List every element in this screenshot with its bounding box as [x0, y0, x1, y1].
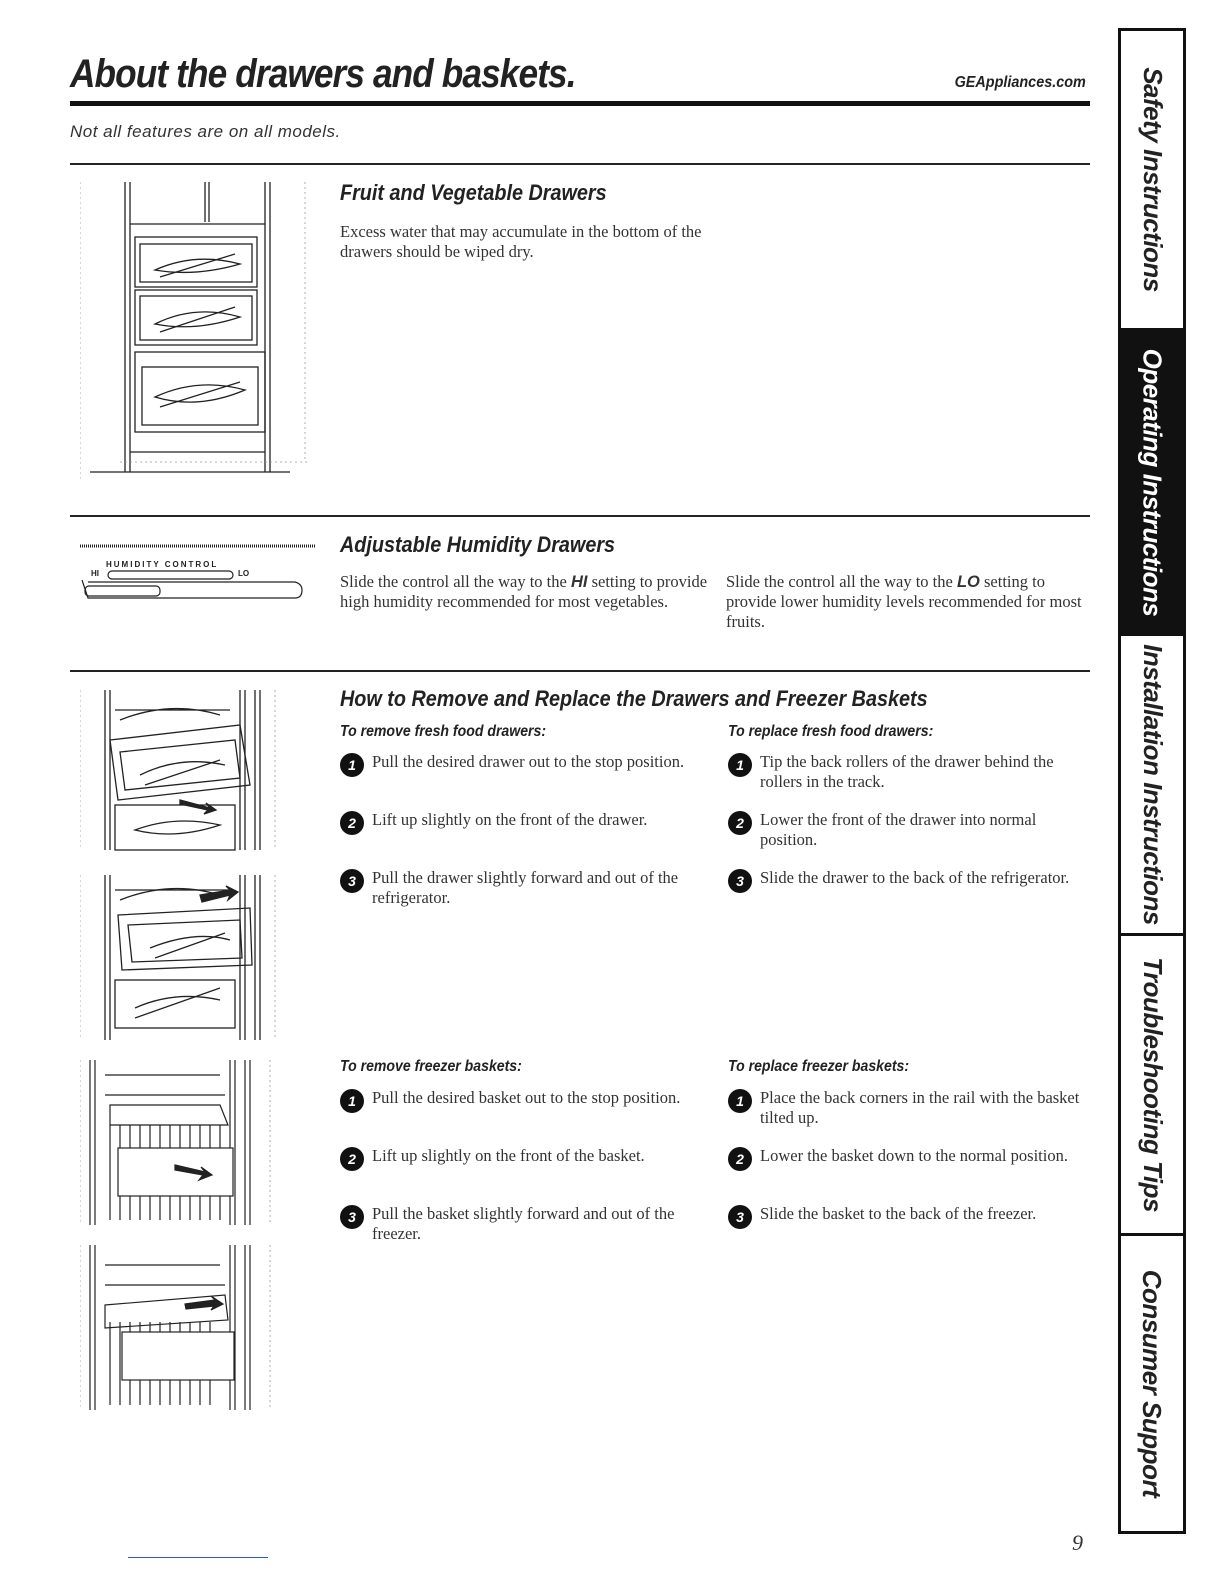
- remove-basket-illustration: [80, 1060, 280, 1410]
- page-subtitle: Not all features are on all models.: [70, 122, 341, 141]
- remove-fresh-title: To remove fresh food drawers:: [340, 723, 547, 740]
- replace-fresh-step-1: 1 Tip the back rollers of the drawer behind the rollers in the track.: [728, 752, 1090, 792]
- remove-fresh-step-3: 3 Pull the drawer slightly forward and out of the refrigerator.: [340, 868, 702, 908]
- replace-freezer-step-2: 2 Lower the basket down to the normal position.: [728, 1146, 1090, 1166]
- tab-installation-instructions[interactable]: Installation Instructions: [1121, 636, 1183, 936]
- humidity-control-illustration: [80, 540, 320, 615]
- section-divider: [70, 515, 1090, 517]
- remove-freezer-step-3: 3 Pull the basket slightly forward and out of the freezer.: [340, 1204, 702, 1244]
- replace-freezer-title: To replace freezer baskets:: [728, 1058, 910, 1075]
- tab-consumer-support[interactable]: Consumer Support: [1137, 1269, 1168, 1498]
- fruit-drawers-text: Excess water that may accumulate in the bottom of the drawers should be wiped dry.: [340, 222, 702, 261]
- humidity-drawers-heading: Adjustable Humidity Drawers: [340, 532, 616, 557]
- tab-safety-instructions[interactable]: Safety Instructions: [1121, 31, 1183, 331]
- remove-fresh-step-1: 1 Pull the desired drawer out to the stop position.: [340, 752, 702, 772]
- humidity-lo-text: Slide the control all the way to the LO setting to provide lower humidity levels recommended for most fruits.: [726, 572, 1082, 631]
- website-link[interactable]: GEAppliances.com: [954, 74, 1086, 91]
- tab-operating-instructions[interactable]: Operating Instructions: [1121, 331, 1183, 636]
- remove-drawer-illustration: [80, 690, 280, 1040]
- fruit-drawers-heading: Fruit and Vegetable Drawers: [340, 180, 607, 205]
- section-tabs: [1118, 28, 1186, 1534]
- humidity-hi-text: Slide the control all the way to the HI setting to provide high humidity recommended for most vegetables.: [340, 572, 708, 611]
- remove-replace-heading: How to Remove and Replace the Drawers and Freezer Baskets: [340, 686, 928, 711]
- section-divider: [70, 163, 1090, 165]
- fruit-drawer-illustration: [80, 182, 320, 482]
- replace-freezer-step-1: 1 Place the back corners in the rail with the basket tilted up.: [728, 1088, 1090, 1128]
- remove-freezer-title: To remove freezer baskets:: [340, 1058, 522, 1075]
- section-divider: [70, 670, 1090, 672]
- page-number: 9: [1072, 1530, 1083, 1555]
- lo-label: LO: [238, 569, 250, 578]
- footer-line: [128, 1557, 268, 1558]
- title-rule: [70, 101, 1090, 106]
- replace-fresh-title: To replace fresh food drawers:: [728, 723, 934, 740]
- remove-fresh-step-2: 2 Lift up slightly on the front of the drawer.: [340, 810, 702, 830]
- page-title: About the drawers and baskets.: [70, 52, 576, 96]
- humidity-control-label: HUMIDITY CONTROL: [106, 560, 219, 569]
- tab-troubleshooting-tips[interactable]: Troubleshooting Tips: [1121, 936, 1183, 1236]
- hi-label: HI: [91, 569, 99, 578]
- remove-freezer-step-2: 2 Lift up slightly on the front of the basket.: [340, 1146, 702, 1166]
- remove-freezer-step-1: 1 Pull the desired basket out to the stop position.: [340, 1088, 702, 1108]
- replace-fresh-step-3: 3 Slide the drawer to the back of the refrigerator.: [728, 868, 1090, 888]
- replace-freezer-step-3: 3 Slide the basket to the back of the freezer.: [728, 1204, 1090, 1224]
- replace-fresh-step-2: 2 Lower the front of the drawer into normal position.: [728, 810, 1090, 850]
